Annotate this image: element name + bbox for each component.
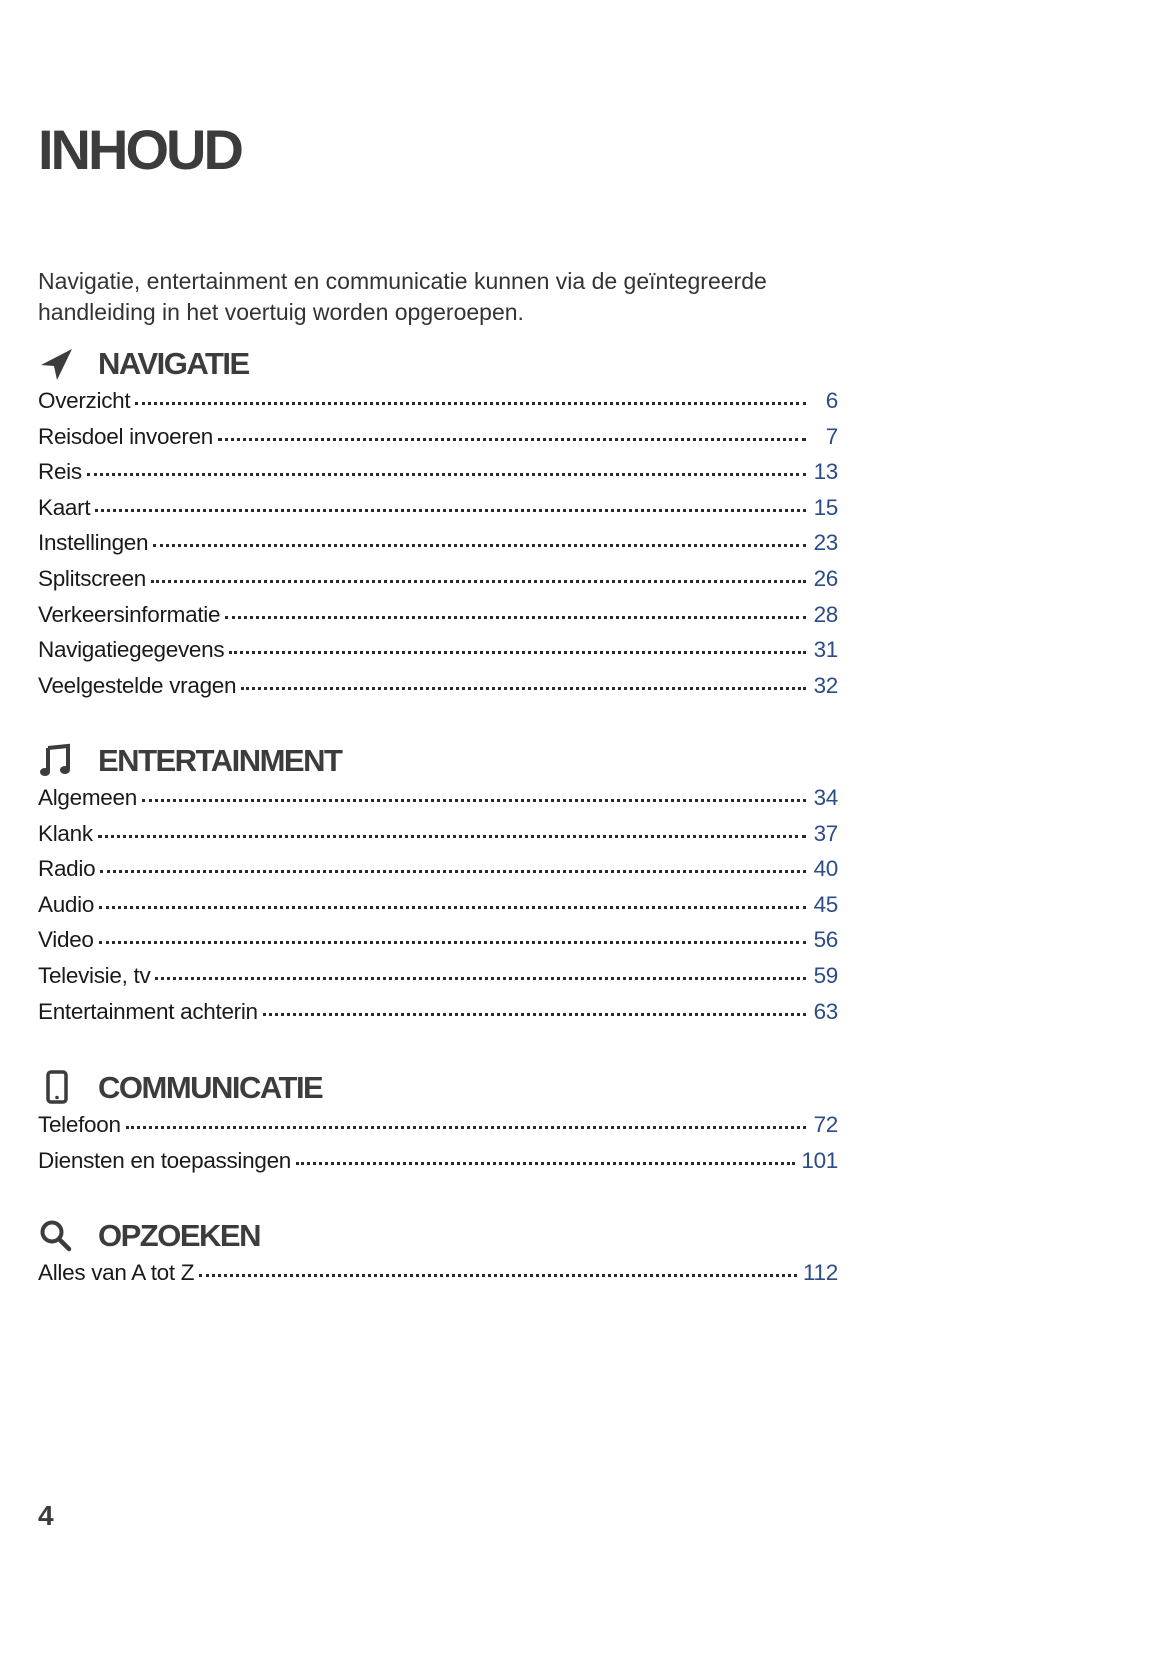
toc-page-link[interactable]: 40	[813, 856, 838, 882]
toc-page-link[interactable]: 34	[813, 785, 838, 810]
dot-leader	[98, 835, 806, 838]
section-title: ENTERTAINMENT	[98, 743, 342, 778]
toc-entry[interactable]	[38, 927, 838, 963]
toc-label: Televisie, tv	[38, 962, 151, 988]
toc-label: Klank	[38, 820, 93, 846]
section-title: OPZOEKEN	[98, 1218, 260, 1253]
dot-leader	[296, 1162, 795, 1165]
toc-label: Radio	[38, 856, 96, 882]
toc-entry[interactable]	[38, 388, 838, 424]
dot-leader	[151, 580, 806, 583]
toc-page-link[interactable]: 45	[813, 891, 838, 917]
toc-entry[interactable]	[38, 1260, 838, 1296]
dot-leader	[153, 544, 806, 547]
toc-page-link[interactable]: 101	[801, 1147, 838, 1173]
toc-page-link[interactable]: 32	[813, 672, 838, 698]
dot-leader	[135, 402, 806, 405]
dot-leader	[87, 473, 806, 476]
dot-leader	[218, 438, 806, 441]
toc-entry[interactable]	[38, 495, 838, 531]
toc-label: Veelgestelde vragen	[38, 672, 237, 698]
dot-leader	[99, 941, 806, 944]
toc-entry[interactable]	[38, 785, 838, 821]
section-opzoeken	[38, 1216, 838, 1296]
toc-page-link[interactable]: 28	[813, 601, 838, 627]
toc-page-link[interactable]: 37	[813, 820, 838, 846]
section-communicatie	[38, 1068, 838, 1183]
section-navigatie	[38, 344, 838, 708]
dot-leader	[126, 1126, 806, 1129]
section-header	[38, 741, 838, 781]
toc-entry[interactable]	[38, 1148, 838, 1184]
toc-entry[interactable]	[38, 566, 838, 602]
toc-label: Audio	[38, 891, 95, 917]
toc-page-link[interactable]: 59	[813, 962, 838, 988]
dot-leader	[95, 509, 806, 512]
toc-entry[interactable]	[38, 602, 838, 638]
section-title: NAVIGATIE	[98, 346, 249, 381]
toc-label: Telefoon	[38, 1112, 121, 1137]
section-header	[38, 1068, 838, 1108]
toc-label: Instellingen	[38, 530, 149, 556]
dot-leader	[100, 870, 806, 873]
page-title: INHOUD	[38, 118, 241, 181]
toc-page-link[interactable]: 31	[813, 637, 838, 663]
toc-entry[interactable]	[38, 963, 838, 999]
phone-icon	[38, 1068, 78, 1108]
dot-leader	[229, 651, 806, 654]
toc-label: Video	[38, 927, 94, 953]
toc-page-link[interactable]: 63	[813, 998, 838, 1024]
toc-page-link[interactable]: 112	[803, 1260, 838, 1285]
toc-label: Diensten en toepassingen	[38, 1147, 291, 1173]
toc-label: Entertainment achterin	[38, 998, 258, 1024]
section-title: COMMUNICATIE	[98, 1070, 323, 1105]
toc-page-link[interactable]: 15	[813, 494, 838, 520]
toc-entry[interactable]	[38, 892, 838, 928]
dot-leader	[99, 906, 806, 909]
dot-leader	[155, 977, 806, 980]
toc-page-link[interactable]: 13	[813, 459, 838, 485]
section-header	[38, 1216, 838, 1256]
toc-entry[interactable]	[38, 1112, 838, 1148]
toc-entry[interactable]	[38, 637, 838, 673]
toc-page-link[interactable]: 7	[825, 423, 838, 449]
dot-leader	[263, 1013, 806, 1016]
toc-entry[interactable]	[38, 999, 838, 1035]
toc-entry[interactable]	[38, 459, 838, 495]
section-entertainment	[38, 741, 838, 1034]
toc-label: Kaart	[38, 494, 91, 520]
toc-page-link[interactable]: 56	[813, 927, 838, 953]
navigation-arrow-icon	[38, 344, 78, 384]
toc-label: Verkeersinformatie	[38, 601, 221, 627]
intro-text: Navigatie, entertainment en communicatie kunnen via de geïntegreerde handleiding in het voertuig worden opgeroepen.	[38, 268, 767, 325]
toc-entry[interactable]	[38, 856, 838, 892]
toc-label: Overzicht	[38, 388, 131, 413]
toc-entry[interactable]	[38, 673, 838, 709]
toc-entry[interactable]	[38, 530, 838, 566]
music-note-icon	[38, 741, 78, 781]
dot-leader	[142, 799, 806, 802]
toc-label: Navigatiegegevens	[38, 637, 225, 663]
toc-label: Splitscreen	[38, 565, 147, 591]
section-header	[38, 344, 838, 384]
search-icon	[38, 1216, 78, 1256]
toc-label: Reisdoel invoeren	[38, 423, 214, 449]
page-number: 4	[38, 1500, 54, 1531]
toc-entry[interactable]	[38, 821, 838, 857]
dot-leader	[225, 616, 806, 619]
toc-label: Alles van A tot Z	[38, 1260, 195, 1285]
toc-page-link[interactable]: 6	[825, 388, 838, 413]
toc-page-link[interactable]: 23	[813, 530, 838, 556]
toc-page-link[interactable]: 26	[813, 565, 838, 591]
toc-page-link[interactable]: 72	[813, 1112, 838, 1137]
toc-label: Reis	[38, 459, 82, 485]
toc-label: Algemeen	[38, 785, 137, 810]
toc-entry[interactable]	[38, 424, 838, 460]
dot-leader	[199, 1274, 797, 1277]
dot-leader	[241, 687, 806, 690]
